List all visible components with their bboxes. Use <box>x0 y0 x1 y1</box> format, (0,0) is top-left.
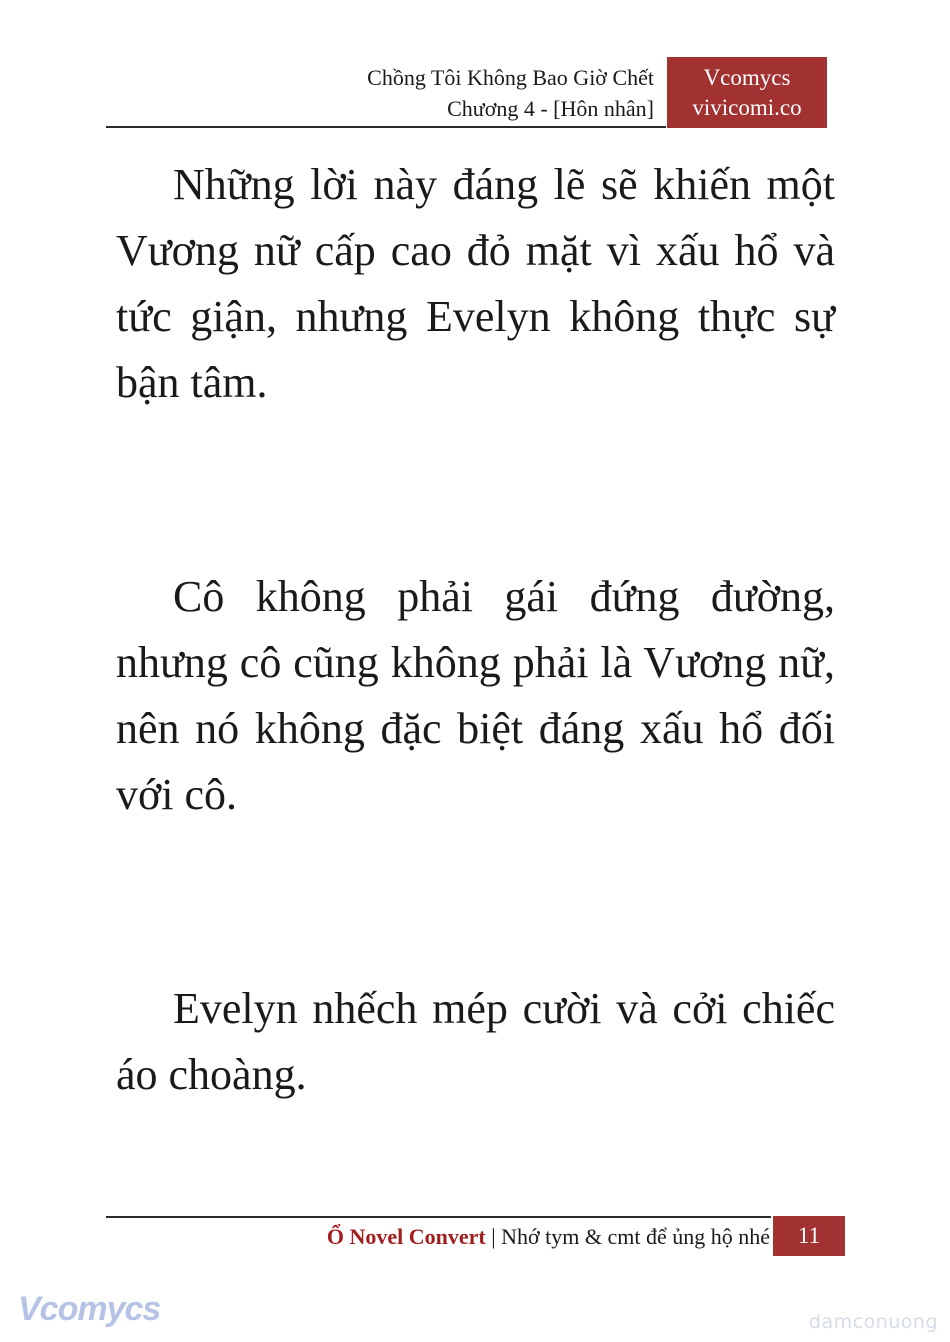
brand-name: Vcomycs <box>703 65 791 90</box>
footer-divider <box>106 1216 771 1218</box>
paragraph-3: Evelyn nhếch mép cười và cởi chiếc áo choàng. <box>116 984 835 1099</box>
footer-message: Nhớ tym & cmt để ủng hộ nhé <box>501 1224 770 1249</box>
book-title: Chồng Tôi Không Bao Giờ Chết <box>367 65 654 90</box>
paragraph-2: Cô không phải gái đứng đường, nhưng cô cũng không phải là Vương nữ, nên nó không đặc biệt đáng xấu hổ đối với cô. <box>116 572 835 819</box>
footer-separator: | <box>491 1224 496 1249</box>
page-header <box>367 62 654 124</box>
vcomycs-watermark-logo: Vcomycs <box>18 1290 161 1328</box>
chapter-body <box>116 152 835 1108</box>
header-divider <box>106 126 666 128</box>
brand-site: vivicomi.co <box>692 95 802 120</box>
page-number: 11 <box>773 1216 845 1256</box>
chapter-title: Chương 4 - [Hôn nhân] <box>447 96 654 121</box>
page-footer <box>327 1222 770 1252</box>
site-watermark: damconuong <box>808 1311 938 1333</box>
footer-brand: Ổ Novel Convert <box>326 1224 486 1249</box>
paragraph-1: Những lời này đáng lẽ sẽ khiến một Vương nữ cấp cao đỏ mặt vì xấu hổ và tức giận, nhưng Evelyn không thực sự bận tâm. <box>116 160 835 407</box>
header-brand-box <box>667 57 827 128</box>
